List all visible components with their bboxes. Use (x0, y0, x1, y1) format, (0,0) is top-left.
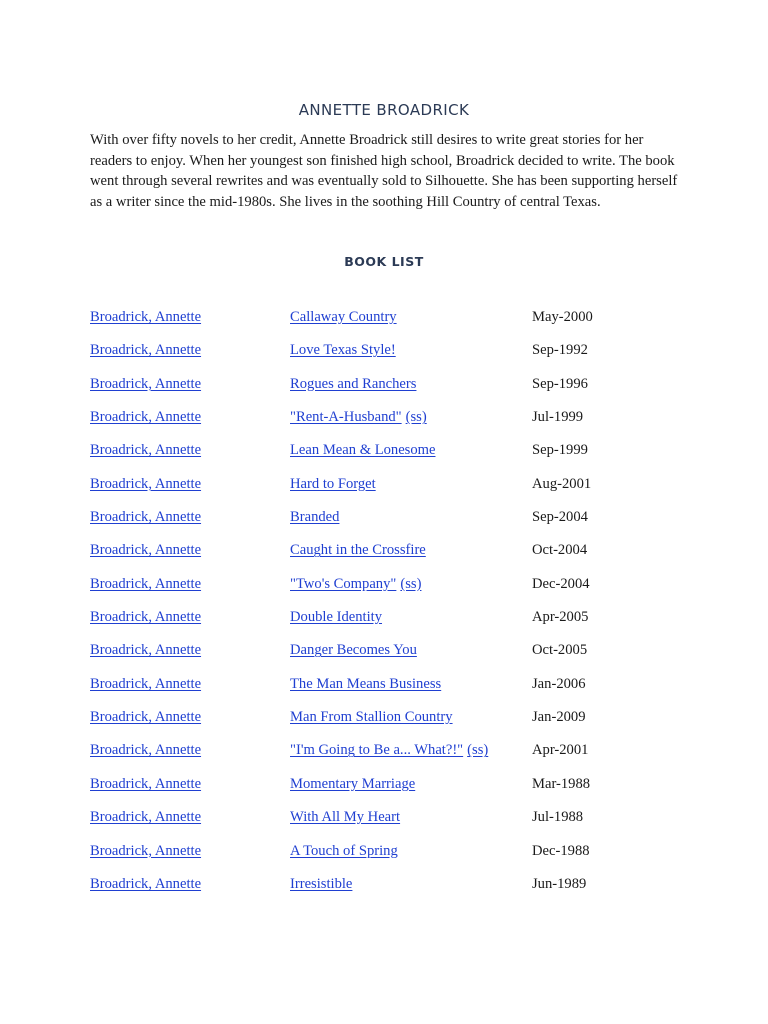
book-title-link[interactable]: Caught in the Crossfire (290, 542, 426, 559)
author-link[interactable]: Broadrick, Annette (90, 809, 202, 826)
title-cell (290, 474, 376, 494)
book-title-link[interactable]: Man From Stallion Country (290, 709, 453, 726)
publication-date: Sep-2004 (532, 509, 588, 526)
publication-date: Jan-2006 (532, 675, 586, 692)
book-row (0, 374, 768, 407)
publication-date: Apr-2005 (532, 609, 589, 626)
book-row (0, 807, 768, 840)
book-title-link[interactable]: Hard to Forget (290, 475, 376, 492)
author-link[interactable]: Broadrick, Annette (90, 342, 202, 359)
author-link[interactable]: Broadrick, Annette (90, 675, 202, 692)
author-link[interactable]: Broadrick, Annette (90, 742, 202, 759)
author-link[interactable]: Broadrick, Annette (90, 642, 202, 659)
author-link[interactable]: Broadrick, Annette (90, 709, 202, 726)
author-link[interactable]: Broadrick, Annette (90, 609, 202, 626)
publication-date: Sep-1999 (532, 442, 588, 459)
book-row (0, 607, 768, 640)
author-link[interactable]: Broadrick, Annette (90, 375, 202, 392)
book-row (0, 440, 768, 473)
publication-date: Sep-1992 (532, 342, 588, 359)
book-title-link[interactable]: Lean Mean & Lonesome (290, 442, 436, 459)
book-title-link[interactable]: Momentary Marriage (290, 775, 416, 792)
publication-date: Mar-1988 (532, 775, 591, 792)
book-row (0, 674, 768, 707)
title-cell (290, 740, 488, 760)
short-story-link[interactable]: (ss) (405, 409, 427, 426)
author-link[interactable]: Broadrick, Annette (90, 409, 202, 426)
book-row (0, 474, 768, 507)
title-cell (290, 374, 416, 394)
title-cell (290, 874, 352, 894)
title-cell (290, 640, 417, 660)
book-row (0, 740, 768, 773)
title-cell (290, 540, 426, 560)
author-link[interactable]: Broadrick, Annette (90, 442, 202, 459)
book-title-link[interactable]: A Touch of Spring (290, 842, 398, 859)
book-title-link[interactable]: Callaway Country (290, 309, 397, 325)
publication-date: Aug-2001 (532, 475, 592, 492)
short-story-link[interactable]: (ss) (467, 742, 489, 759)
author-link[interactable]: Broadrick, Annette (90, 842, 202, 859)
book-row (0, 874, 768, 907)
book-row (0, 707, 768, 740)
book-list (0, 307, 768, 907)
book-row (0, 307, 768, 340)
publication-date: Sep-1996 (532, 375, 588, 392)
book-title-link[interactable]: "I'm Going to Be a... What?!" (290, 742, 464, 759)
book-title-link[interactable]: Rogues and Ranchers (290, 375, 417, 392)
title-cell (290, 707, 453, 727)
book-row (0, 774, 768, 807)
book-title-link[interactable]: Danger Becomes You (290, 642, 417, 659)
title-cell (290, 340, 396, 360)
book-list-heading: BOOK LIST (344, 254, 424, 269)
book-title-link[interactable]: "Two's Company" (290, 575, 397, 592)
book-title-link[interactable]: Love Texas Style! (290, 342, 396, 359)
title-cell (290, 440, 435, 460)
book-title-link[interactable]: With All My Heart (290, 809, 401, 826)
author-bio: With over fifty novels to her credit, Annette Broadrick still desires to write great stories for her readers to enjoy. When her youngest son finished high school, Broadrick decided to write. The book went through several rewrites and was eventually sold to Silhouette. She has been supporting herself as a writer since the mid-1980s. She lives in the soothing Hill Country of central Texas. (90, 132, 678, 210)
title-cell (290, 574, 421, 594)
page-title: ANNETTE BROADRICK (298, 101, 470, 119)
book-row (0, 507, 768, 540)
book-title-link[interactable]: Double Identity (290, 609, 383, 626)
author-link[interactable]: Broadrick, Annette (90, 309, 202, 325)
book-title-link[interactable]: Irresistible (290, 875, 353, 892)
title-cell (290, 607, 382, 627)
book-title-link[interactable]: The Man Means Business (290, 675, 442, 692)
book-row (0, 841, 768, 874)
book-row (0, 640, 768, 673)
title-cell (290, 807, 400, 827)
book-row (0, 540, 768, 573)
title-cell (290, 841, 398, 861)
publication-date: Oct-2004 (532, 542, 588, 559)
author-link[interactable]: Broadrick, Annette (90, 475, 202, 492)
short-story-link[interactable]: (ss) (400, 575, 422, 592)
title-cell (290, 507, 339, 527)
author-link[interactable]: Broadrick, Annette (90, 509, 202, 526)
publication-date: May-2000 (532, 309, 593, 325)
author-link[interactable]: Broadrick, Annette (90, 775, 202, 792)
author-link[interactable]: Broadrick, Annette (90, 575, 202, 592)
publication-date: Apr-2001 (532, 742, 589, 759)
title-cell (290, 674, 441, 694)
publication-date: Dec-2004 (532, 575, 590, 592)
book-title-link[interactable]: "Rent-A-Husband" (290, 409, 402, 426)
author-link[interactable]: Broadrick, Annette (90, 875, 202, 892)
title-cell (290, 307, 397, 327)
book-row (0, 340, 768, 373)
publication-date: Jan-2009 (532, 709, 586, 726)
book-row (0, 574, 768, 607)
author-link[interactable]: Broadrick, Annette (90, 542, 202, 559)
publication-date: Jul-1988 (532, 809, 584, 826)
title-cell (290, 407, 427, 427)
book-title-link[interactable]: Branded (290, 509, 340, 526)
publication-date: Dec-1988 (532, 842, 590, 859)
title-cell (290, 774, 415, 794)
publication-date: Jun-1989 (532, 875, 587, 892)
book-row (0, 407, 768, 440)
publication-date: Oct-2005 (532, 642, 588, 659)
publication-date: Jul-1999 (532, 409, 584, 426)
